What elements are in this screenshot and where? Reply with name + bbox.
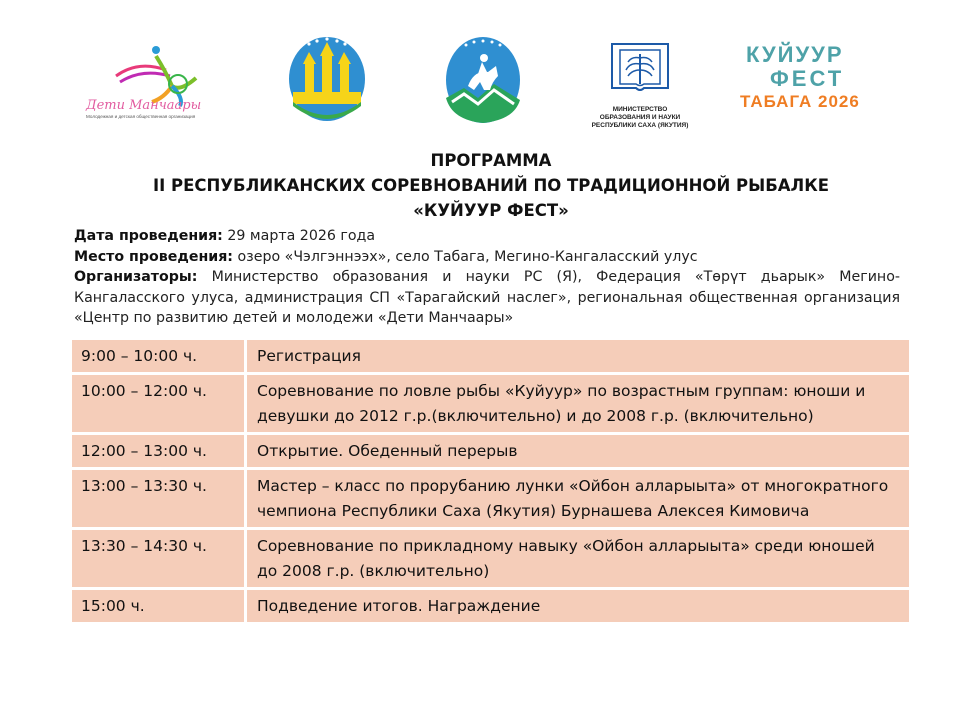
tabaga-emblem [444, 36, 522, 124]
date-line [74, 226, 900, 247]
logos-header [0, 36, 960, 136]
schedule-event: Подведение итогов. Награждение [247, 590, 909, 622]
schedule-row [72, 590, 909, 622]
festival-line2: ФЕСТ [770, 66, 845, 91]
schedule-time: 15:00 ч. [72, 590, 244, 622]
horse-rider-icon [444, 36, 522, 124]
place-label: Место проведения: [74, 248, 233, 265]
schedule-event: Соревнование по прикладному навыку «Ойбон алларыыта» среди юношей до 2008 г.р. (включительно) [247, 530, 909, 587]
schedule-time: 10:00 – 12:00 ч. [72, 375, 244, 432]
place-value: озеро «Чэлгэннээх», село Табага, Мегино-Кангаласский улус [232, 248, 698, 265]
date-value: 29 марта 2026 года [222, 228, 376, 244]
date-label: Дата проведения: [74, 228, 223, 244]
emblem-towers-icon [287, 36, 367, 122]
schedule-time: 9:00 – 10:00 ч. [72, 340, 244, 372]
festival-line1: КУЙУУР [746, 42, 844, 67]
schedule-row [72, 375, 909, 432]
organizers-label: Организаторы: [74, 269, 198, 285]
deti-manchaary-logo [86, 42, 238, 126]
schedule-event: Соревнование по ловле рыбы «Куйуур» по возрастным группам: юноши и девушки до 2012 г.р.(включительно) и до 2008 г.р. (включительно) [247, 375, 909, 432]
schedule-event: Открытие. Обеденный перерыв [247, 435, 909, 467]
schedule-time: 12:00 – 13:00 ч. [72, 435, 244, 467]
mengin-kangalas-emblem [287, 36, 367, 122]
schedule-event: Регистрация [247, 340, 909, 372]
festival-line3: ТАБАГА 2026 [740, 92, 860, 111]
schedule-time: 13:00 – 13:30 ч. [72, 470, 244, 527]
schedule-row [72, 340, 909, 372]
organizers-value: Министерство образования и науки РС (Я), Федерация «Төрүт дьарык» Мегино-Кангаласского улуса, администрация СП «Тарагайский наслег», региональная общественная организация «Центр по развитию детей и молодежи «Дети Манчаары» [74, 269, 900, 326]
organizers-line [74, 267, 900, 329]
deti-manchaary-title: Дети Манчаары [86, 98, 202, 113]
book-tree-icon [582, 40, 698, 96]
schedule-event: Мастер – класс по прорубанию лунки «Ойбон алларыыта» от многократного чемпиона Республики Саха (Якутия) Бурнашева Алексея Кимовича [247, 470, 909, 527]
place-line [74, 247, 900, 268]
ministry-logo [582, 40, 698, 130]
title-line-3: «КУЙУУР ФЕСТ» [413, 201, 569, 220]
schedule-row [72, 470, 909, 527]
schedule-row [72, 435, 909, 467]
schedule-table [72, 340, 909, 625]
program-title [0, 148, 960, 223]
schedule-row [72, 530, 909, 587]
ministry-line3: РЕСПУБЛИКИ САХА (ЯКУТИЯ) [591, 122, 689, 129]
kuyuur-fest-logo [740, 42, 900, 122]
schedule-time: 13:30 – 14:30 ч. [72, 530, 244, 587]
event-info [74, 226, 900, 329]
ministry-line2: ОБРАЗОВАНИЯ И НАУКИ [599, 114, 681, 121]
title-line-1: ПРОГРАММА [430, 151, 552, 170]
title-line-2: II РЕСПУБЛИКАНСКИХ СОРЕВНОВАНИЙ ПО ТРАДИЦИОННОЙ РЫБАЛКЕ [152, 176, 830, 195]
ministry-line1: МИНИСТЕРСТВО [612, 106, 668, 113]
deti-manchaary-subtitle: Молодежная и детская общественная организация [86, 114, 196, 119]
